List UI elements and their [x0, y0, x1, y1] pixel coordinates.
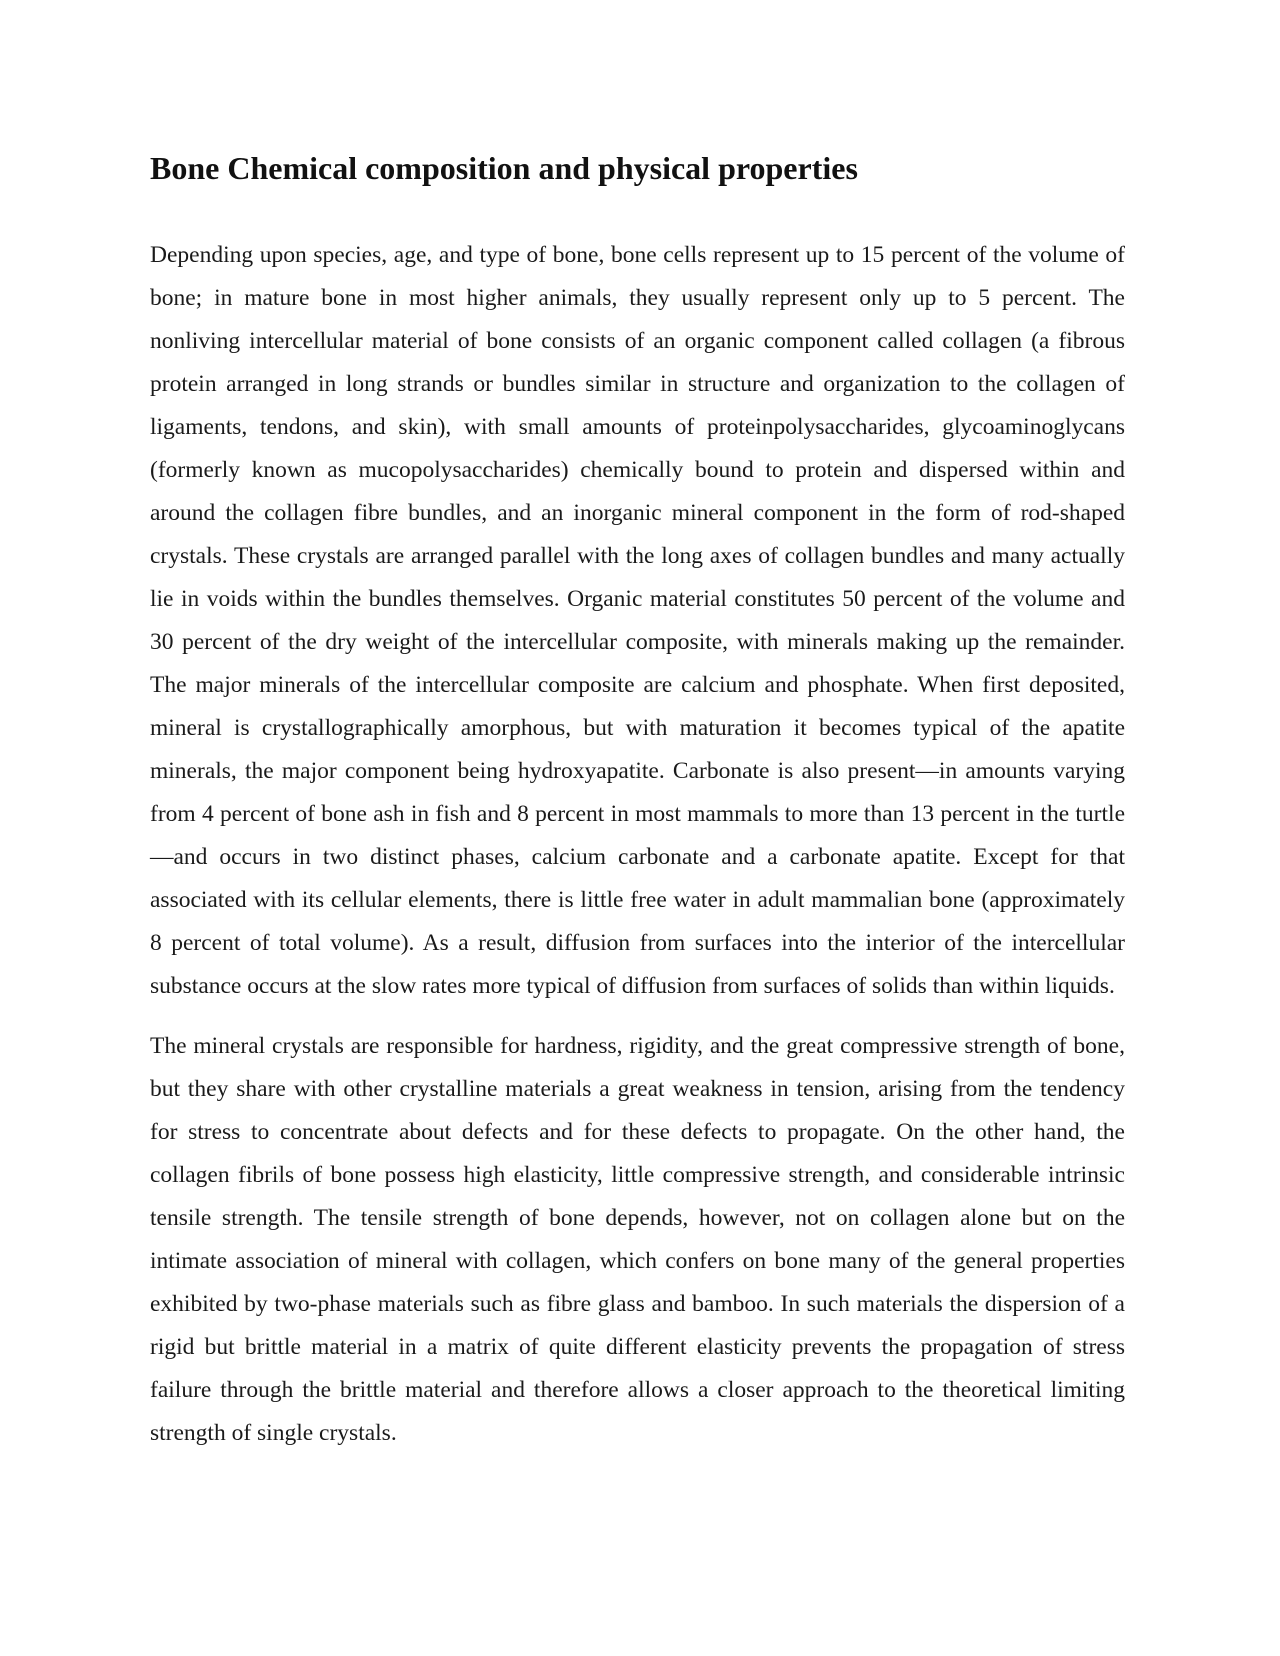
- paragraph-composition: Depending upon species, age, and type of bone, bone cells represent up to 15 percent of the volume of bone; in mature bone in most higher animals, they usually represent only up to 5 percent. The nonliving intercellular material of bone consists of an organic component called collagen (a fibrous protein arranged in long strands or bundles similar in structure and organization to the collagen of ligaments, tendons, and skin), with small amounts of proteinpolysaccharides, glycoaminoglycans (formerly known as mucopolysaccharides) chemically bound to protein and dispersed within and around the collagen fibre bundles, and an inorganic mineral component in the form of rod-shaped crystals. These crystals are arranged parallel with the long axes of collagen bundles and many actually lie in voids within the bundles themselves. Organic material constitutes 50 percent of the volume and 30 percent of the dry weight of the intercellular composite, with minerals making up the remainder. The major minerals of the intercellular composite are calcium and phosphate. When first deposited, mineral is crystallographically amorphous, but with maturation it becomes typical of the apatite minerals, the major component being hydroxyapatite. Carbonate is also present—in amounts varying from 4 percent of bone ash in fish and 8 percent in most mammals to more than 13 percent in the turtle—and occurs in two distinct phases, calcium carbonate and a carbonate apatite. Except for that associated with its cellular elements, there is little free water in adult mammalian bone (approximately 8 percent of total volume). As a result, diffusion from surfaces into the interior of the intercellular substance occurs at the slow rates more typical of diffusion from surfaces of solids than within liquids.: [150, 241, 1125, 999]
- paragraph-physical-properties: The mineral crystals are responsible for hardness, rigidity, and the great compressive strength of bone, but they share with other crystalline materials a great weakness in tension, arising from the tendency for stress to concentrate about defects and for these defects to propagate. On the other hand, the collagen fibrils of bone possess high elasticity, little compressive strength, and considerable intrinsic tensile strength. The tensile strength of bone depends, however, not on collagen alone but on the intimate association of mineral with collagen, which confers on bone many of the general properties exhibited by two-phase materials such as fibre glass and bamboo. In such materials the dispersion of a rigid but brittle material in a matrix of quite different elasticity prevents the propagation of stress failure through the brittle material and therefore allows a closer approach to the theoretical limiting strength of single crystals.: [150, 1032, 1125, 1446]
- document-title: Bone Chemical composition and physical properties: [150, 150, 858, 186]
- document-page: [150, 150, 1125, 1455]
